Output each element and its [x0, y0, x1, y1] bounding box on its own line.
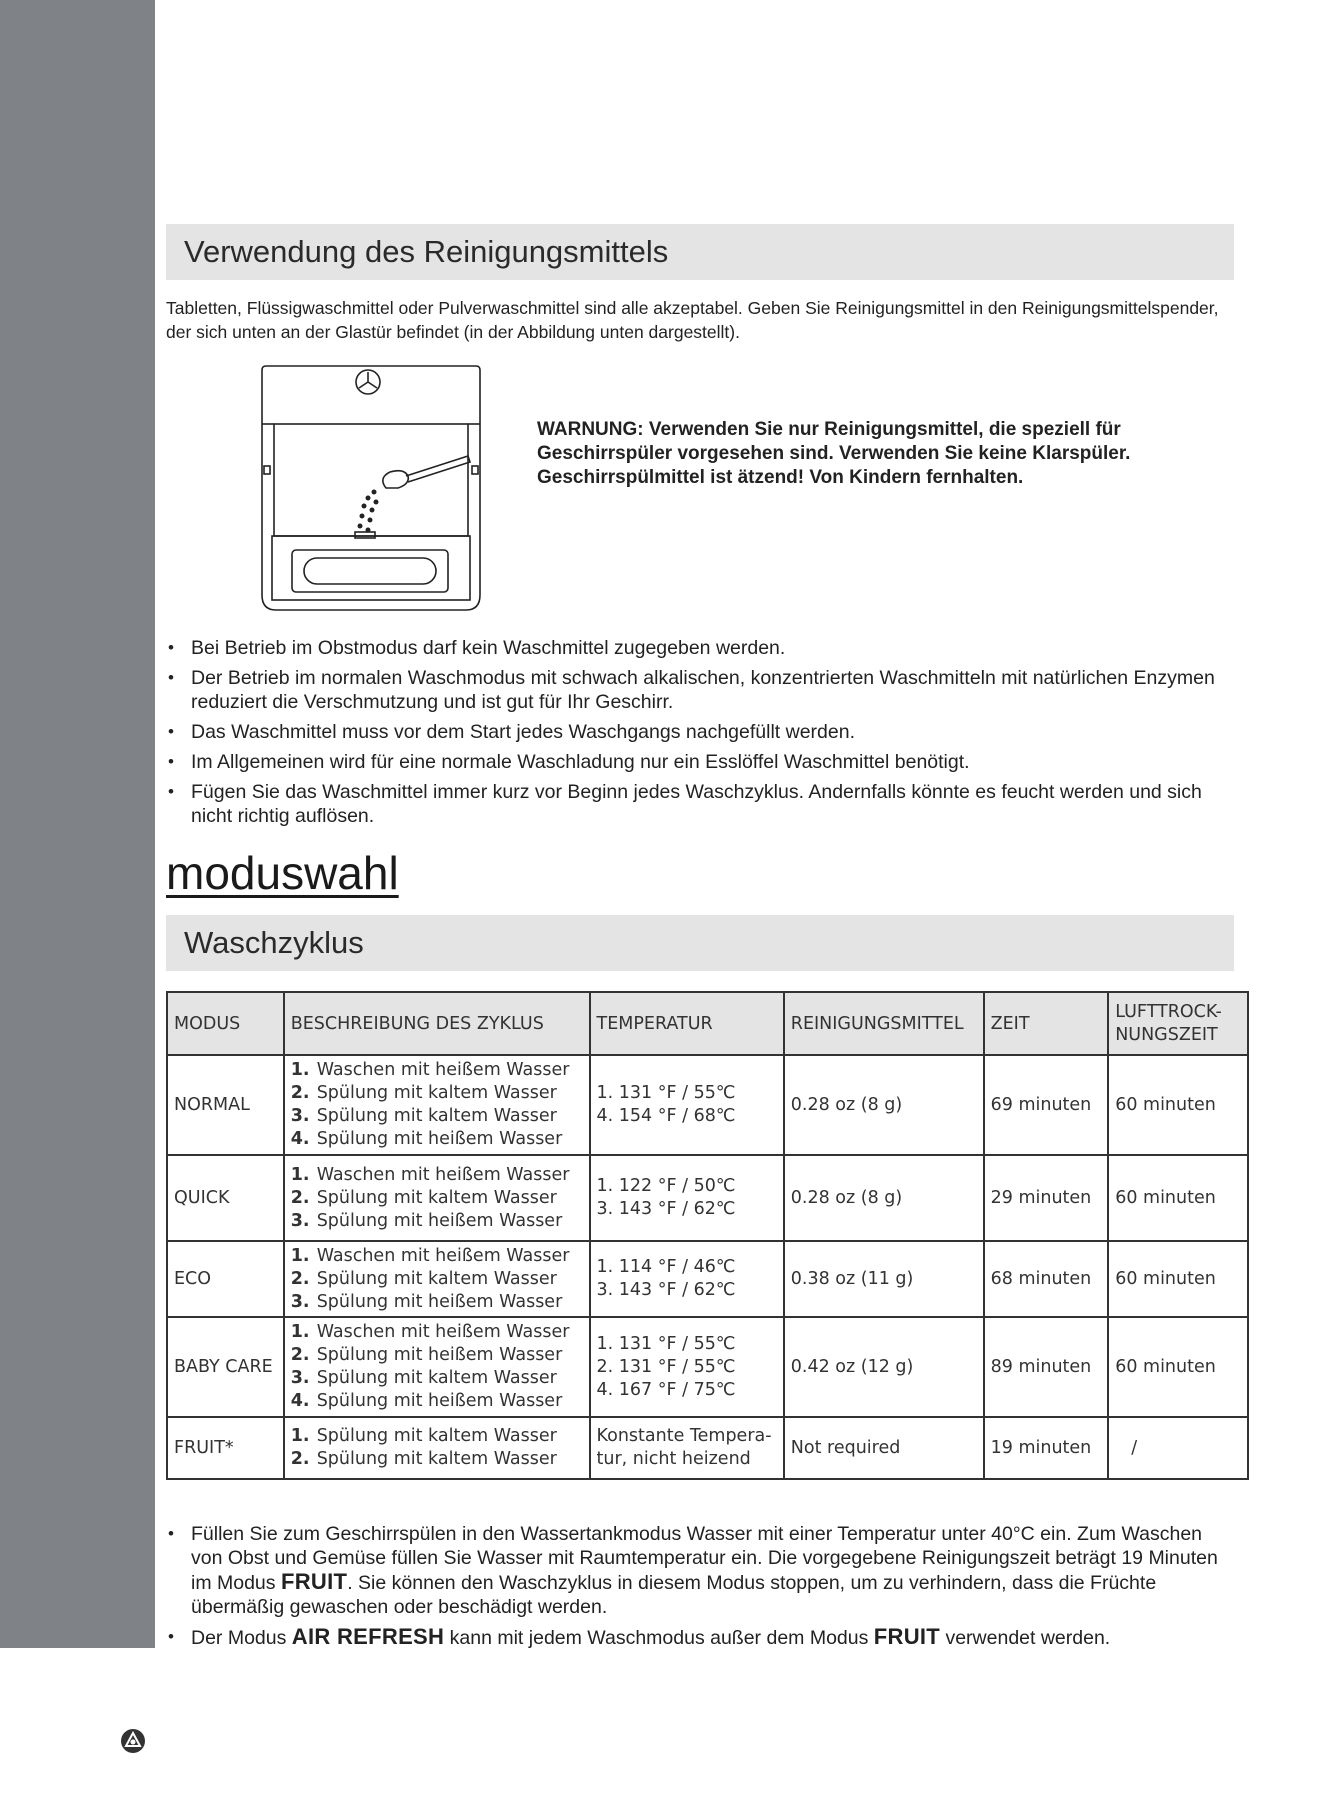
table-row: [167, 1241, 1248, 1317]
list-item: • Der Betrieb im normalen Waschmodus mit schwach alkalischen, konzentrierten Waschmitteln mit natürlichen Enzymen reduziert die Verschmutzung und ist gut für Ihr Geschirr.: [166, 666, 1236, 714]
section-header-cycle: [166, 915, 1234, 971]
intro-paragraph: Tabletten, Flüssigwaschmittel oder Pulverwaschmittel sind alle akzeptabel. Geben Sie Reinigungsmittel in den Reinigungsmittelspender, der sich unten an der Glastür befindet (in der Abbildung unten dargestellt).: [166, 298, 1219, 342]
detergent-cell: 0.42 oz (12 g): [784, 1317, 984, 1417]
column-header: TEMPERATUR: [590, 992, 784, 1055]
dry-time-cell: 60 minuten: [1108, 1241, 1248, 1317]
dry-time-cell: 60 minuten: [1108, 1155, 1248, 1241]
sidebar-band: [0, 0, 155, 1648]
column-header: REINIGUNGSMITTEL: [784, 992, 984, 1055]
column-header: LUFTTROCK- NUNGSZEIT: [1108, 992, 1248, 1055]
list-item: • Im Allgemeinen wird für eine normale Waschladung nur ein Esslöffel Waschmittel benötigt.: [166, 750, 1236, 774]
detergent-cell: 0.28 oz (8 g): [784, 1055, 984, 1155]
table-row: [167, 1155, 1248, 1241]
steps-cell: 1. Waschen mit heißem Wasser 2. Spülung mit kaltem Wasser 3. Spülung mit heißem Wasser: [284, 1241, 590, 1317]
brand-logo-icon: [120, 1728, 146, 1754]
table-row: [167, 1417, 1248, 1479]
detergent-cell: 0.38 oz (11 g): [784, 1241, 984, 1317]
dishwasher-detergent-dispenser-illustration: [258, 360, 484, 618]
mode-cell: FRUIT*: [167, 1417, 284, 1479]
temperature-cell: 1. 131 °F / 55℃ 2. 131 °F / 55℃ 4. 167 °F / 75℃: [590, 1317, 784, 1417]
mode-cell: QUICK: [167, 1155, 284, 1241]
list-item: • Der Modus AIR REFRESH kann mit jedem Waschmodus außer dem Modus FRUIT verwendet werden.: [166, 1625, 1236, 1650]
detergent-cell: 0.28 oz (8 g): [784, 1155, 984, 1241]
warning-text: WARNUNG: Verwenden Sie nur Reinigungsmittel, die speziell für Geschirrspüler vorgesehen sind. Verwenden Sie keine Klarspüler. Geschirrspülmittel ist ätzend! Von Kindern fernhalten.: [537, 419, 1131, 488]
dry-time-cell: 60 minuten: [1108, 1317, 1248, 1417]
time-cell: 19 minuten: [984, 1417, 1109, 1479]
section-title: Waschzyklus: [184, 925, 364, 960]
mode-cell: NORMAL: [167, 1055, 284, 1155]
column-header: ZEIT: [984, 992, 1109, 1055]
dry-time-cell: 60 minuten: [1108, 1055, 1248, 1155]
list-item: • Das Waschmittel muss vor dem Start jedes Waschgangs nachgefüllt werden.: [166, 720, 1236, 744]
temperature-cell: 1. 114 °F / 46℃ 3. 143 °F / 62℃: [590, 1241, 784, 1317]
time-cell: 69 minuten: [984, 1055, 1109, 1155]
mode-cell: ECO: [167, 1241, 284, 1317]
section-title: Verwendung des Reinigungsmittels: [184, 234, 669, 269]
column-header: MODUS: [167, 992, 284, 1055]
list-item: • Füllen Sie zum Geschirrspülen in den Wassertankmodus Wasser mit einer Temperatur unter 40°C ein. Zum Waschen von Obst und Gemüse füllen Sie Wasser mit Raumtemperatur ein. Die vorgegebene Reinigungszeit beträgt 19 Minuten im Modus FRUIT. Sie können den Waschzyklus in diesem Modus stoppen, um zu verhindern, dass die Früchte übermäßig gewaschen oder beschädigt werden.: [166, 1522, 1236, 1619]
table-row: [167, 1055, 1248, 1155]
list-item: • Fügen Sie das Waschmittel immer kurz vor Beginn jedes Waschzyklus. Andernfalls könnte es feucht werden und sich nicht richtig auflösen.: [166, 780, 1236, 828]
list-item: • Bei Betrieb im Obstmodus darf kein Waschmittel zugegeben werden.: [166, 636, 1236, 660]
time-cell: 68 minuten: [984, 1241, 1109, 1317]
temperature-cell: Konstante Tempera- tur, nicht heizend: [590, 1417, 784, 1479]
notes-bullet-list: [166, 1522, 1236, 1656]
table-header-row: [167, 992, 1248, 1055]
steps-cell: 1. Spülung mit kaltem Wasser 2. Spülung mit kaltem Wasser: [284, 1417, 590, 1479]
column-header: BESCHREIBUNG DES ZYKLUS: [284, 992, 590, 1055]
mode-cell: BABY CARE: [167, 1317, 284, 1417]
temperature-cell: 1. 131 °F / 55℃ 4. 154 °F / 68℃: [590, 1055, 784, 1155]
detergent-cell: Not required: [784, 1417, 984, 1479]
temperature-cell: 1. 122 °F / 50℃ 3. 143 °F / 62℃: [590, 1155, 784, 1241]
steps-cell: 1. Waschen mit heißem Wasser 2. Spülung mit heißem Wasser 3. Spülung mit kaltem Wasser 4. Spülung mit heißem Wasser: [284, 1317, 590, 1417]
dry-time-cell: /: [1108, 1417, 1248, 1479]
detergent-bullet-list: [166, 636, 1236, 834]
time-cell: 29 minuten: [984, 1155, 1109, 1241]
section-header-detergent: [166, 224, 1234, 280]
table-row: [167, 1317, 1248, 1417]
dishwasher-illustration-svg: [258, 360, 484, 618]
page-heading: moduswahl: [166, 847, 399, 899]
steps-cell: 1. Waschen mit heißem Wasser 2. Spülung mit kaltem Wasser 3. Spülung mit heißem Wasser: [284, 1155, 590, 1241]
time-cell: 89 minuten: [984, 1317, 1109, 1417]
steps-cell: 1. Waschen mit heißem Wasser 2. Spülung mit kaltem Wasser 3. Spülung mit kaltem Wasser 4. Spülung mit heißem Wasser: [284, 1055, 590, 1155]
wash-cycle-table: [166, 991, 1249, 1480]
